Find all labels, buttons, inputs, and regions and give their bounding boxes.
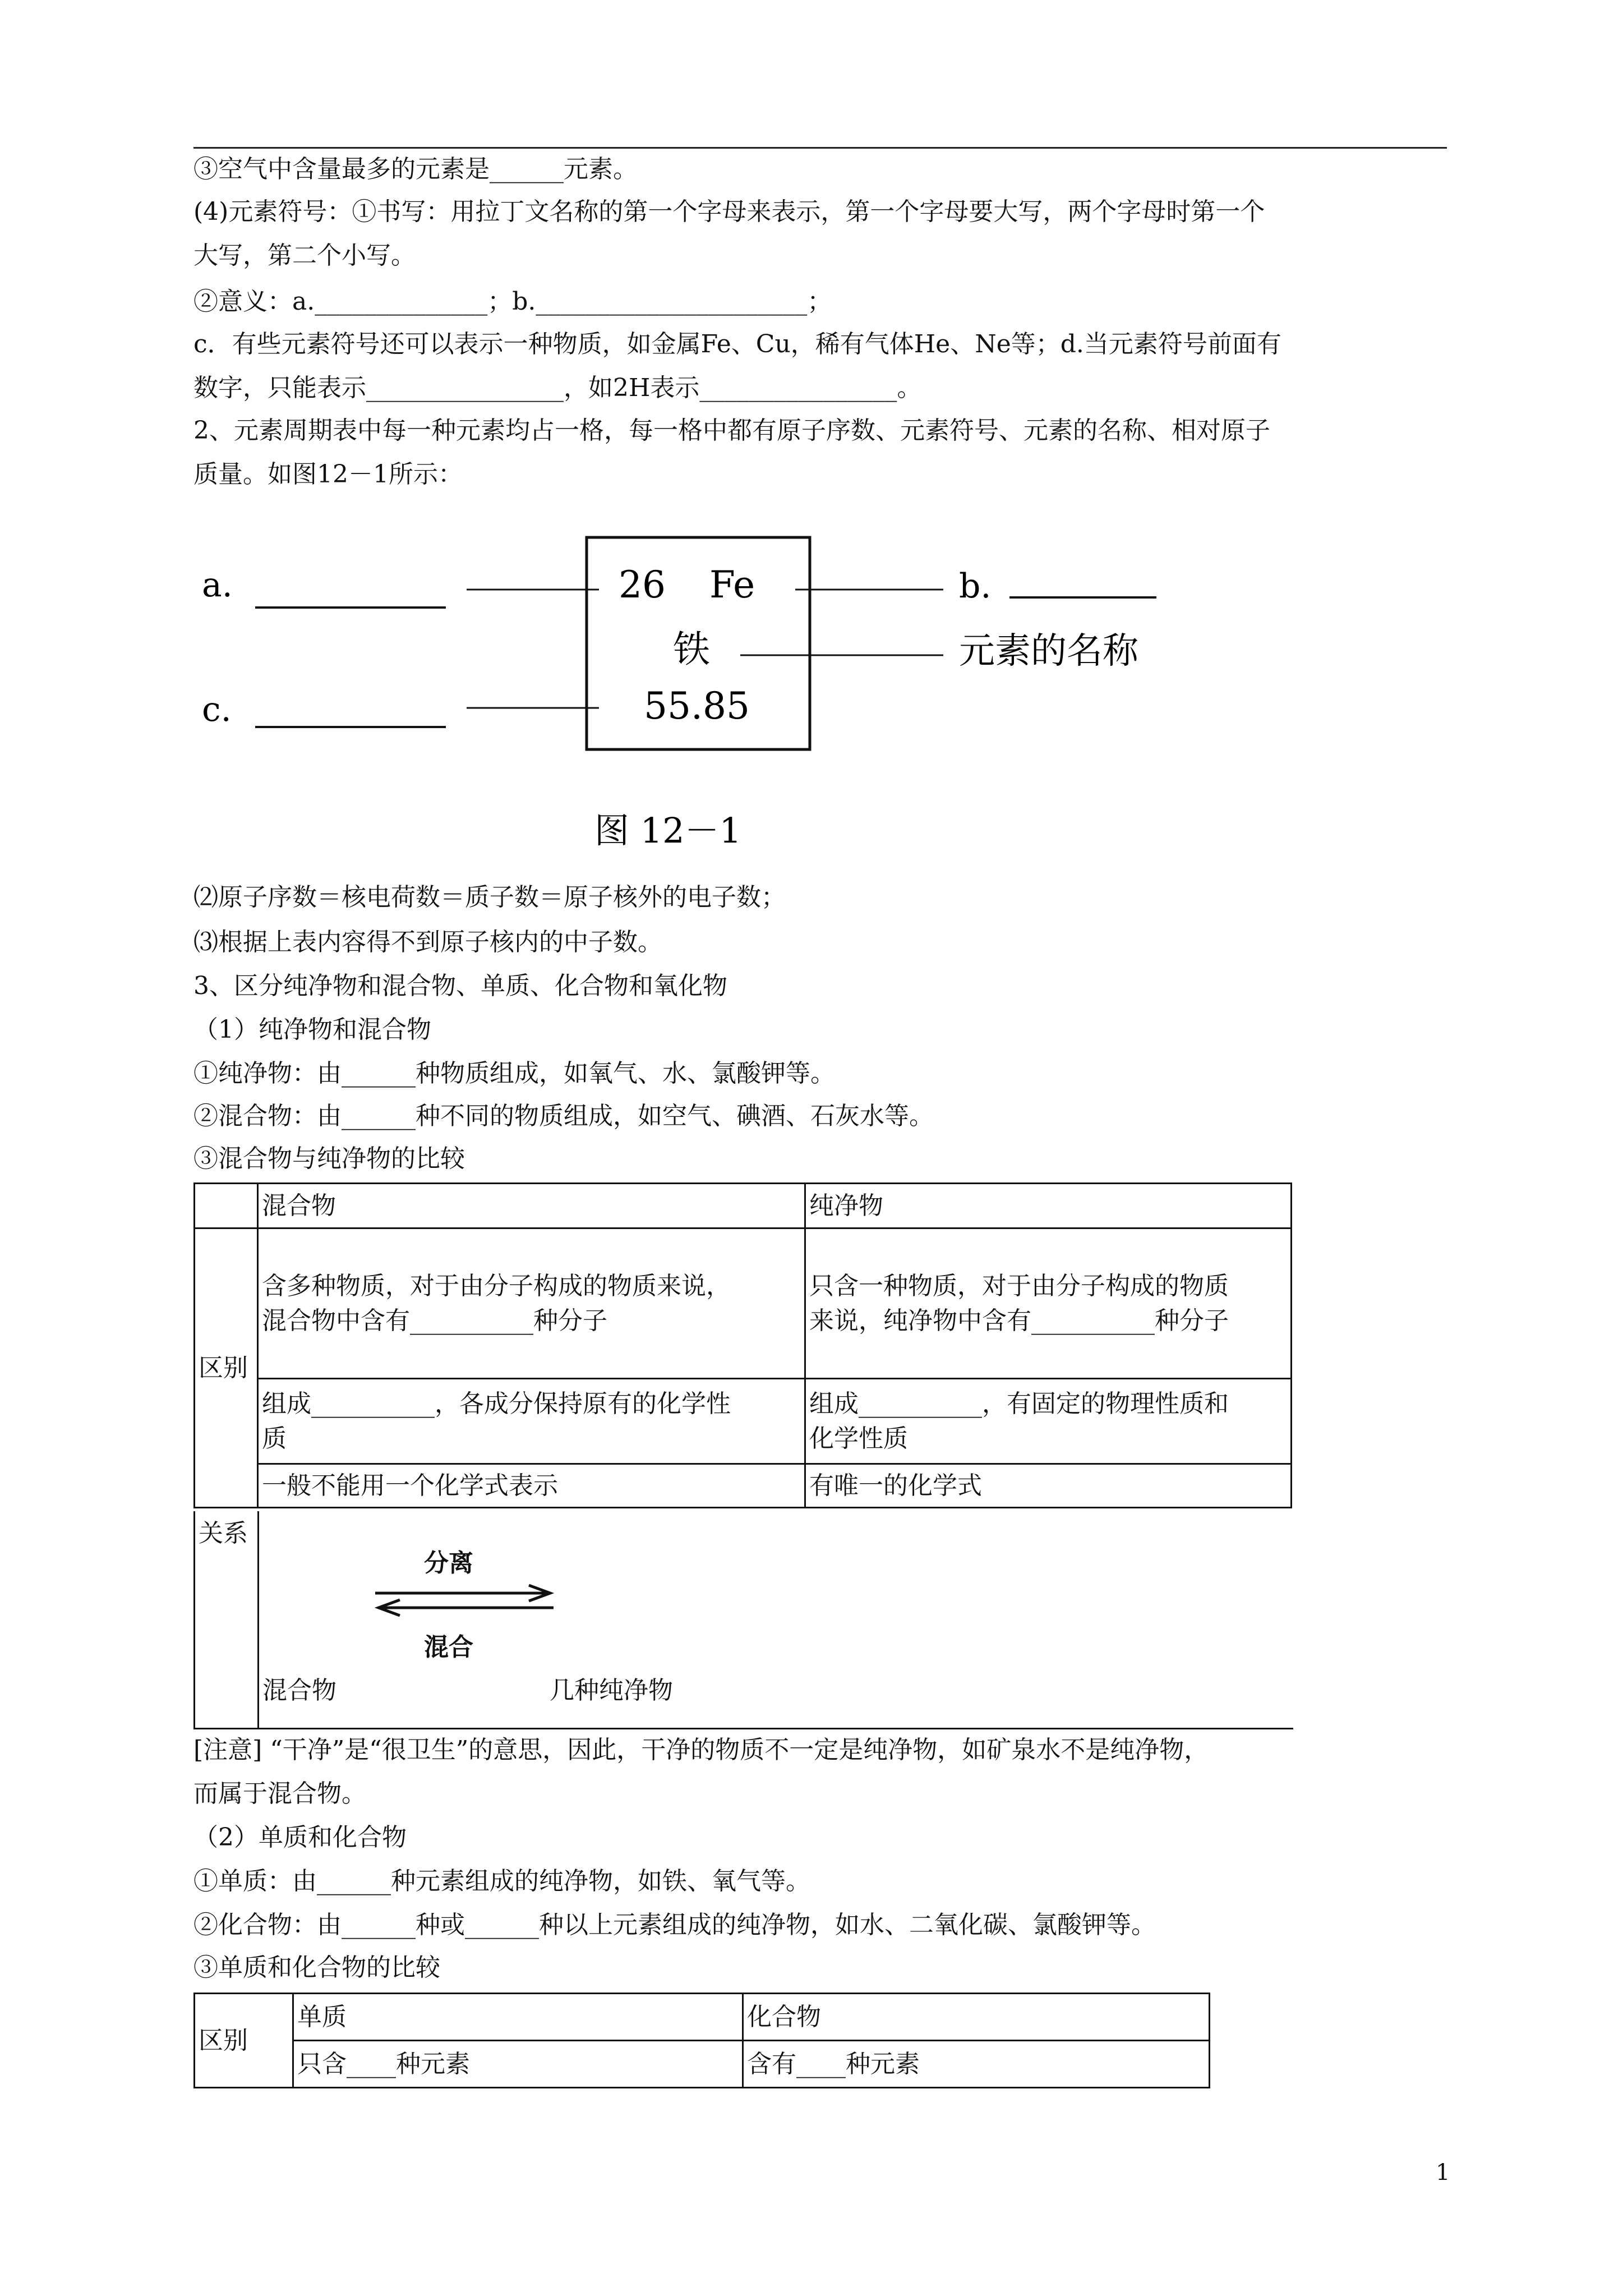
text-line: ③混合物与纯净物的比较 (193, 1144, 465, 1173)
diff-mixture-molecules: 含多种物质，对于由分子构成的物质来说， 混合物中含有__________种分子 (258, 1228, 805, 1379)
mixture-word: 混合物 (262, 1676, 336, 1705)
double-arrow-icon (372, 1583, 557, 1617)
mixture-vs-pure-table (193, 1182, 1292, 1508)
text-line: ②化合物：由______种或______种以上元素组成的纯净物，如水、二氧化碳、氯酸钾等。 (193, 1911, 1156, 1939)
text-line: 而属于混合物。 (193, 1779, 366, 1808)
row-label-difference: 区别 (195, 1228, 258, 1508)
element-name: 铁 (673, 628, 710, 671)
text-line: ②混合物：由______种不同的物质组成，如空气、碘酒、石灰水等。 (193, 1102, 934, 1130)
text-line: (4)元素符号：①书写：用拉丁文名称的第一个字母来表示，第一个字母要大写，两个字母时第一个 (193, 197, 1265, 226)
text-line: ①纯净物：由______种物质组成，如氧气、水、氯酸钾等。 (193, 1059, 835, 1088)
text-line: ⑶根据上表内容得不到原子核内的中子数。 (193, 928, 662, 956)
diff-mixture-composition: 组成__________，各成分保持原有的化学性 质 (258, 1379, 805, 1464)
pure-substances-word: 几种纯净物 (550, 1676, 673, 1705)
header-element: 单质 (293, 1994, 743, 2041)
element-symbol: Fe (709, 563, 755, 606)
figure-caption: 图 12－1 (594, 810, 742, 851)
page-number: 1 (1436, 2160, 1450, 2185)
header-pure: 纯净物 (805, 1184, 1292, 1228)
text-line: 质量。如图12－1所示： (193, 460, 463, 489)
header-compound: 化合物 (743, 1994, 1210, 2041)
text-line: c．有些元素符号还可以表示一种物质，如金属Fe、Cu，稀有气体He、Ne等；d.当元素符号前面有 (193, 330, 1281, 358)
text-line: ③空气中含量最多的元素是______元素。 (193, 155, 638, 183)
atomic-number: 26 (619, 563, 666, 606)
text-line: 大写，第二个小写。 (193, 241, 416, 270)
figure-label-a: a. (202, 565, 233, 605)
diff-mixture-formula: 一般不能用一个化学式表示 (258, 1464, 805, 1508)
compound-row: 含有____种元素 (743, 2041, 1210, 2088)
text-line: ⑵原子序数＝核电荷数＝质子数＝原子核外的电子数； (193, 883, 786, 912)
row-label-relation: 关系 (199, 1519, 248, 1548)
text-line: 2、元素周期表中每一种元素均占一格，每一格中都有原子序数、元素符号、元素的名称、相对原子 (193, 416, 1270, 445)
text-line: ①单质：由______种元素组成的纯净物，如铁、氧气等。 (193, 1867, 810, 1895)
relation-row (193, 1511, 1293, 1729)
text-line: 3、区分纯净物和混合物、单质、化合物和氧化物 (193, 972, 727, 1000)
text-line: [注意] “干净”是“很卫生”的意思，因此，干净的物质不一定是纯净物，如矿泉水不是纯净物， (193, 1736, 1209, 1764)
figure-label-c: c. (202, 690, 232, 729)
diff-pure-composition: 组成__________，有固定的物理性质和 化学性质 (805, 1379, 1292, 1464)
diff-pure-molecules: 只含一种物质，对于由分子构成的物质 来说，纯净物中含有__________种分子 (805, 1228, 1292, 1379)
separate-label: 分离 (424, 1549, 473, 1577)
text-line: ②意义：a.______________；b.______________________； (193, 287, 832, 316)
header-rule (193, 147, 1447, 149)
row-label-difference: 区别 (195, 1994, 293, 2088)
text-line: ③单质和化合物的比较 (193, 1953, 440, 1982)
text-line: 数字，只能表示________________，如2H表示________________。 (193, 374, 922, 402)
diff-pure-formula: 有唯一的化学式 (805, 1464, 1292, 1508)
atomic-mass: 55.85 (644, 684, 750, 728)
mix-label: 混合 (424, 1633, 473, 1662)
text-line: （1）纯净物和混合物 (193, 1015, 431, 1044)
element-vs-compound-table (193, 1993, 1210, 2088)
element-cell-figure (191, 516, 1211, 875)
header-mixture: 混合物 (258, 1184, 805, 1228)
figure-label-b: b. (959, 567, 992, 606)
element-name-caption: 元素的名称 (959, 631, 1138, 672)
text-line: （2）单质和化合物 (193, 1823, 407, 1852)
element-row: 只含____种元素 (293, 2041, 743, 2088)
